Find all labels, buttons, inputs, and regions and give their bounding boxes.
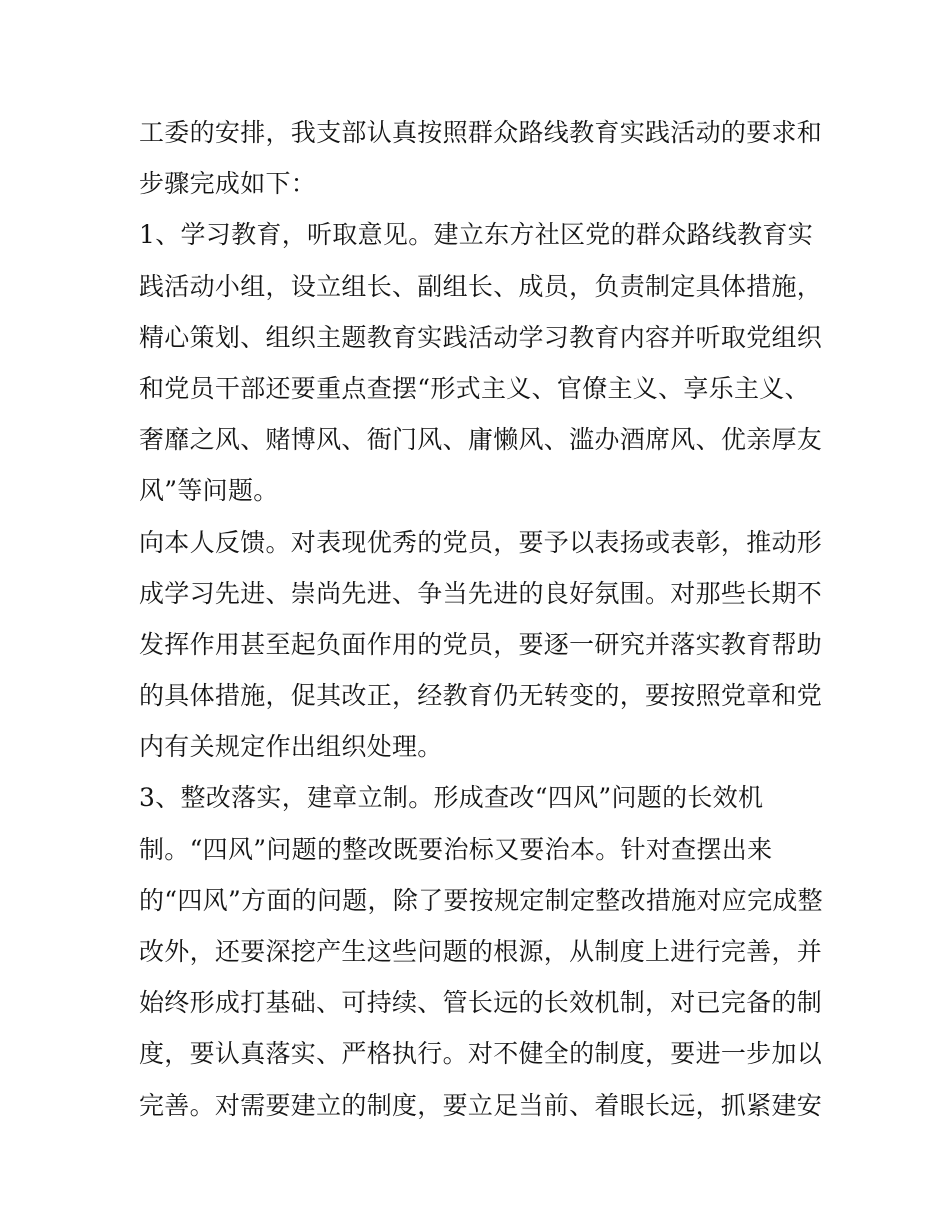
- text-line: 改外，还要深挖产生这些问题的根源，从制度上进行完善，并: [139, 937, 823, 966]
- text-line: 度，要认真落实、严格执行。对不健全的制度，要进一步加以: [139, 1039, 823, 1069]
- text-line: 3、整改落实，建章立制。形成查改“四风”问题的长效机: [139, 783, 764, 813]
- text-line: 工委的安排，我支部认真按照群众路线教育实践活动的要求和: [139, 118, 823, 147]
- text-line: 1、学习教育，听取意见。建立东方社区党的群众路线教育实: [139, 220, 814, 250]
- text-line: 奢靡之风、赌博风、衙门风、庸懒风、滥办酒席风、优亲厚友: [139, 425, 823, 455]
- text-line: 制。“四风”问题的整改既要治标又要治本。针对查摆出来: [139, 834, 773, 864]
- text-line: 始终形成打基础、可持续、管长远的长效机制，对已完备的制: [139, 988, 823, 1018]
- text-line: 完善。对需要建立的制度，要立足当前、着眼长远，抓紧建安: [139, 1090, 823, 1120]
- text-line: 的具体措施，促其改正，经教育仍无转变的，要按照党章和党: [139, 681, 823, 711]
- text-line: 和党员干部还要重点查摆“形式主义、官僚主义、享乐主义、: [139, 373, 810, 403]
- text-line: 践活动小组，设立组长、副组长、成员，负责制定具体措施，: [139, 271, 823, 301]
- text-line: 精心策划、组织主题教育实践活动学习教育内容并听取党组织: [139, 322, 823, 352]
- text-line: 向本人反馈。对表现优秀的党员，要予以表扬或表彰，推动形: [139, 527, 823, 557]
- text-line: 的“四风”方面的问题，除了要按规定制定整改措施对应完成整: [139, 885, 823, 915]
- text-line: 步骤完成如下：: [139, 169, 317, 199]
- text-line: 内有关规定作出组织处理。: [139, 732, 443, 762]
- document-body: [139, 107, 823, 1131]
- text-line: 成学习先进、崇尚先进、争当先进的良好氛围。对那些长期不: [139, 578, 823, 608]
- text-line: 发挥作用甚至起负面作用的党员，要逐一研究并落实教育帮助: [139, 629, 823, 659]
- text-line: 风”等问题。: [139, 476, 279, 506]
